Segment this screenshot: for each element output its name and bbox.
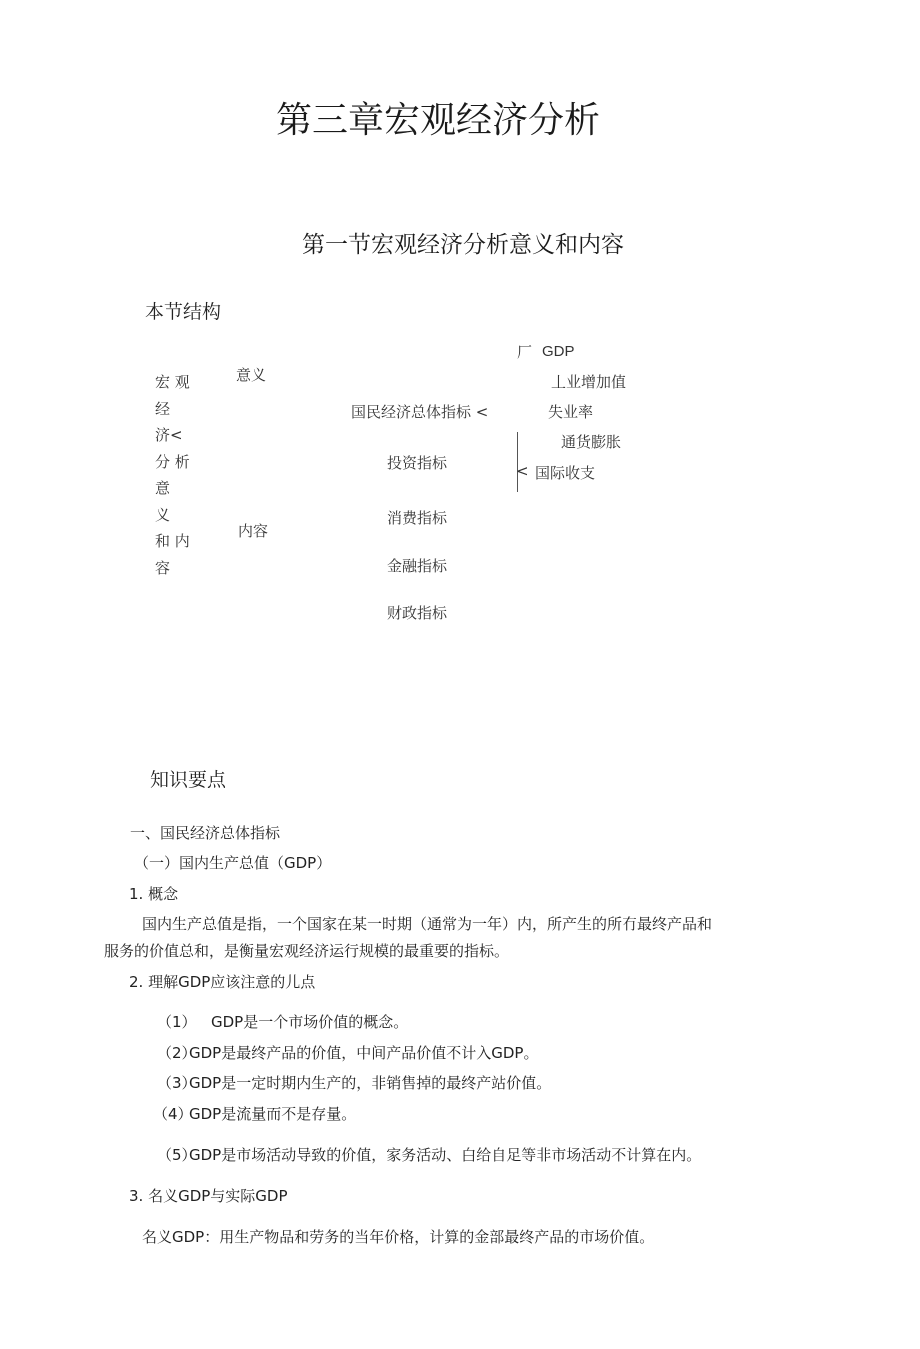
knowledge-heading: 知识要点 [150, 769, 227, 791]
diagram-left-char: 经 [155, 400, 171, 418]
diagram-yiyi: 意义 [236, 366, 267, 384]
point-number: （3） [157, 1074, 197, 1092]
branch-balance-of-payments: 国际收支 [535, 464, 596, 482]
definition-line: 服务的价值总和，是衡量宏观经济运行规模的最重要的指标。 [104, 942, 510, 960]
definition-line: 国内生产总值是指，一个国家在某一时期（通常为一年）内，所产生的所冇最终产品和 [142, 915, 713, 933]
branch-inflation: 通货膨胀 [561, 433, 622, 451]
point-number: （5） [157, 1146, 197, 1164]
chapter-title: 第三章宏观经济分析 [275, 100, 600, 141]
item-heading: 2. 理解GDP应该注意的儿点 [129, 973, 316, 991]
subsection-heading: （一）国内生产总值（GDP） [134, 854, 332, 872]
structure-heading: 本节结构 [145, 301, 222, 323]
indicator-investment: 投资指标 [387, 454, 448, 472]
bracket-bottom: < [516, 462, 529, 480]
point-number: （4） [153, 1105, 193, 1123]
branch-industry: 丄业增加值 [551, 373, 627, 391]
indicator-fiscal: 财政指标 [387, 604, 448, 622]
item-heading: 1. 概念 [129, 885, 179, 903]
diagram-left-char: 容 [155, 559, 171, 577]
point-text: GDP是最终产品的价值，中间产品价值不计入GDP。 [189, 1044, 539, 1062]
point-text: GDP是市场活动导致的价值，家务活动、白给自足等非市场活动不计算在内。 [189, 1146, 702, 1164]
diagram-neirong: 内容 [238, 522, 269, 540]
nominal-gdp-definition: 名义GDP：用生产物品和劳务的当年价格，计算的金部最终产品的市场价值。 [142, 1228, 655, 1246]
point-text: GDP是流量而不是存量。 [189, 1105, 357, 1123]
bracket-top: 厂 [517, 343, 533, 361]
branch-gdp: GDP [542, 343, 575, 360]
indicator-national: 国民经济总体指标 < [351, 403, 489, 421]
point-text: GDP是一定时期内生产的，非销售掉的最终产站价值。 [189, 1074, 552, 1092]
diagram-left-char: 宏 观 [155, 373, 190, 391]
indicator-finance: 金融指标 [387, 557, 448, 575]
item-heading: 3. 名义GDP与实际GDP [129, 1187, 288, 1205]
section-heading: 一、国民经济总体指标 [130, 824, 281, 842]
diagram-left-char: 和 内 [155, 532, 190, 550]
point-text: GDP是一个市场价值的概念。 [211, 1013, 409, 1031]
branch-unemployment: 失业率 [548, 403, 594, 421]
diagram-left-char: 意 [155, 479, 171, 497]
diagram-left-char: 济< [155, 426, 183, 444]
diagram-left-char: 分 析 [155, 453, 190, 471]
point-number: （1） [157, 1013, 197, 1031]
point-number: （2） [157, 1044, 197, 1062]
indicator-consumption: 消费指标 [387, 509, 448, 527]
diagram-left-char: 义 [155, 506, 171, 524]
section-title: 第一节宏观经济分析意义和内容 [302, 232, 624, 258]
